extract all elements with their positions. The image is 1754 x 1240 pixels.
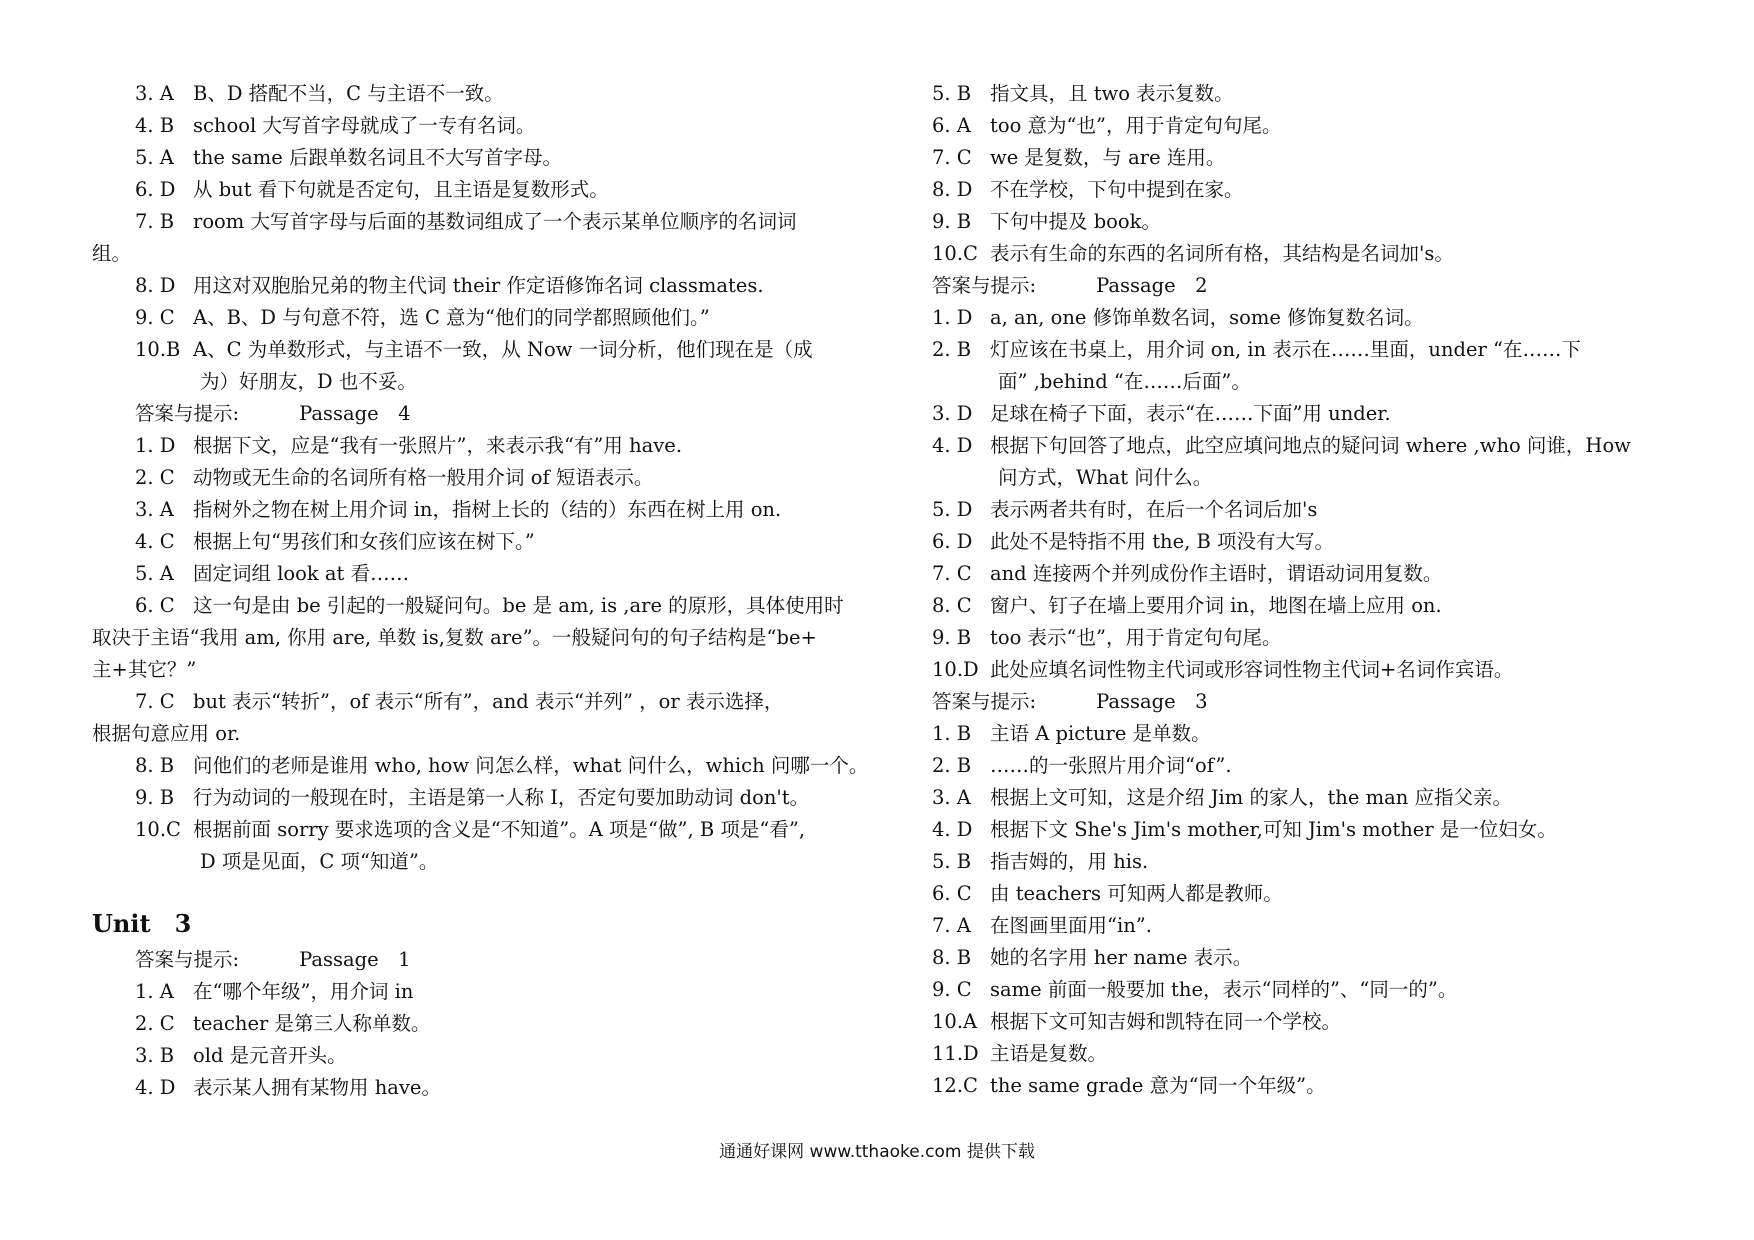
answer-explanation: A、B、D 与句意不符，选 C 意为“他们的同学都照顾他们。” xyxy=(193,306,710,329)
answer-explanation: too 意为“也”，用于肯定句句尾。 xyxy=(990,114,1282,137)
answer-explanation: 灯应该在书桌上，用介词 on, in 表示在……里面，under “在……下 xyxy=(990,338,1582,361)
answer-item xyxy=(92,976,842,1008)
answer-number: 4. D xyxy=(932,818,973,841)
answer-continuation: 组。 xyxy=(92,242,132,265)
answer-item xyxy=(932,206,1632,238)
answer-item xyxy=(92,174,842,206)
answer-item xyxy=(932,1006,1632,1038)
answer-explanation: room 大写首字母与后面的基数词组成了一个表示某单位顺序的名词词 xyxy=(193,210,797,233)
answer-continuation: 主+其它？” xyxy=(92,658,197,681)
answer-explanation: 足球在椅子下面，表示“在……下面”用 under. xyxy=(990,402,1391,425)
answer-number: 3. D xyxy=(932,402,973,425)
answer-item xyxy=(932,590,1632,622)
answer-number: 10.C xyxy=(932,242,978,265)
answer-explanation: and 连接两个并列成份作主语时，谓语动词用复数。 xyxy=(990,562,1443,585)
answer-continuation: 面” ,behind “在……后面”。 xyxy=(998,370,1251,393)
answer-number: 9. C xyxy=(135,306,175,329)
answer-item xyxy=(932,910,1632,942)
answer-number: 8. B xyxy=(932,946,972,969)
left-column xyxy=(92,78,869,1104)
answer-item xyxy=(92,334,842,366)
answer-explanation: too 表示“也”，用于肯定句句尾。 xyxy=(990,626,1282,649)
answer-number: 8. B xyxy=(135,754,175,777)
answer-number: 3. A xyxy=(932,786,971,809)
answer-explanation: 表示某人拥有某物用 have。 xyxy=(193,1076,441,1099)
answer-number: 9. B xyxy=(932,626,972,649)
answer-explanation: 固定词组 look at 看…… xyxy=(193,562,410,585)
answer-item xyxy=(932,718,1632,750)
passage-title: Passage 2 xyxy=(1096,274,1208,297)
answer-explanation: ……的一张照片用介词“of”. xyxy=(990,754,1232,777)
answer-hint-label: 答案与提示: xyxy=(932,690,1037,713)
answer-explanation: 表示两者共有时，在后一个名词后加's xyxy=(990,498,1318,521)
answer-number: 7. C xyxy=(135,690,175,713)
answer-number: 11.D xyxy=(932,1042,979,1065)
answer-number: 6. C xyxy=(135,594,175,617)
answer-item xyxy=(932,846,1632,878)
answer-item xyxy=(932,110,1632,142)
answer-explanation: 这一句是由 be 引起的一般疑问句。be 是 am, is ,are 的原形，具体使用时 xyxy=(193,594,844,617)
answer-explanation: 根据下句回答了地点，此空应填问地点的疑问词 where ,who 问谁，How xyxy=(990,434,1631,457)
answer-number: 4. B xyxy=(135,114,175,137)
answer-item xyxy=(92,206,842,238)
passage-title: Passage 3 xyxy=(1096,690,1208,713)
answer-number: 6. D xyxy=(135,178,176,201)
answer-item xyxy=(932,334,1632,366)
answer-number: 2. C xyxy=(135,1012,175,1035)
answer-number: 2. B xyxy=(932,338,972,361)
page-footer: 通通好课网 www.tthaoke.com 提供下载 xyxy=(719,1142,1035,1162)
answer-explanation: 主语是复数。 xyxy=(990,1042,1108,1065)
answer-number: 9. B xyxy=(932,210,972,233)
answer-number: 5. B xyxy=(932,82,972,105)
answer-number: 1. D xyxy=(932,306,973,329)
answer-explanation: school 大写首字母就成了一专有名词。 xyxy=(193,114,536,137)
answer-item xyxy=(92,750,869,782)
answer-item xyxy=(92,814,842,846)
answer-item xyxy=(92,494,842,526)
answer-item xyxy=(92,782,842,814)
answer-explanation: B、D 搭配不当，C 与主语不一致。 xyxy=(193,82,504,105)
passage-title: Passage 4 xyxy=(299,402,411,425)
answer-item xyxy=(932,526,1632,558)
answer-number: 10.D xyxy=(932,658,979,681)
answer-number: 8. C xyxy=(932,594,972,617)
passage-title: Passage 1 xyxy=(299,948,411,971)
answer-hint-label: 答案与提示: xyxy=(135,948,240,971)
answer-explanation: 表示有生命的东西的名词所有格，其结构是名词加's。 xyxy=(990,242,1454,265)
answer-item xyxy=(932,238,1632,270)
answer-explanation: 行为动词的一般现在时，主语是第一人称 I，否定句要加助动词 don't。 xyxy=(193,786,810,809)
passage-header xyxy=(932,270,1632,302)
answer-number: 4. C xyxy=(135,530,175,553)
answer-number: 1. D xyxy=(135,434,176,457)
answer-explanation: 动物或无生命的名词所有格一般用介词 of 短语表示。 xyxy=(193,466,654,489)
answer-explanation: 窗户、钉子在墙上要用介词 in，地图在墙上应用 on. xyxy=(990,594,1442,617)
answer-hint-label: 答案与提示: xyxy=(135,402,240,425)
answer-item xyxy=(932,654,1632,686)
answer-item xyxy=(92,78,842,110)
answer-number: 2. B xyxy=(932,754,972,777)
answer-number: 7. B xyxy=(135,210,175,233)
answer-item xyxy=(92,1072,842,1104)
passage-header xyxy=(92,944,842,976)
answer-number: 4. D xyxy=(135,1076,176,1099)
answer-number: 5. B xyxy=(932,850,972,873)
answer-number: 3. A xyxy=(135,498,174,521)
answer-explanation: 根据上文可知，这是介绍 Jim 的家人，the man 应指父亲。 xyxy=(990,786,1512,809)
answer-number: 2. C xyxy=(135,466,175,489)
answer-item xyxy=(932,814,1632,846)
answer-explanation: 根据上句“男孩们和女孩们应该在树下。” xyxy=(193,530,535,553)
answer-number: 9. B xyxy=(135,786,175,809)
answer-item xyxy=(92,558,842,590)
answer-item xyxy=(92,526,842,558)
answer-number: 10.A xyxy=(932,1010,978,1033)
passage-header xyxy=(932,686,1632,718)
answer-item xyxy=(932,142,1632,174)
answer-explanation: 根据下文，应是“我有一张照片”，来表示我“有”用 have. xyxy=(193,434,683,457)
answer-number: 7. A xyxy=(932,914,971,937)
answer-number: 5. A xyxy=(135,146,174,169)
answer-item xyxy=(92,1040,842,1072)
answer-number: 8. D xyxy=(932,178,973,201)
answer-explanation: 问他们的老师是谁用 who, how 问怎么样，what 问什么，which 问哪一个。 xyxy=(193,754,869,777)
answer-item xyxy=(92,142,842,174)
answer-item xyxy=(92,270,842,302)
answer-item xyxy=(932,974,1632,1006)
answer-explanation: the same 后跟单数名词且不大写首字母。 xyxy=(193,146,562,169)
answer-number: 6. A xyxy=(932,114,971,137)
right-column xyxy=(932,78,1632,1102)
answer-item xyxy=(932,878,1632,910)
answer-explanation: 在“哪个年级”，用介词 in xyxy=(193,980,414,1003)
answer-number: 9. C xyxy=(932,978,972,1001)
answer-item xyxy=(92,430,842,462)
answer-continuation: 问方式，What 问什么。 xyxy=(998,466,1213,489)
answer-explanation: but 表示“转折”，of 表示“所有”，and 表示“并列” ，or 表示选择， xyxy=(193,690,784,713)
answer-explanation: 从 but 看下句就是否定句，且主语是复数形式。 xyxy=(193,178,609,201)
answer-explanation: 由 teachers 可知两人都是教师。 xyxy=(990,882,1283,905)
answer-number: 5. A xyxy=(135,562,174,585)
answer-item xyxy=(92,1008,842,1040)
unit-heading: Unit 3 xyxy=(92,909,192,938)
answer-item xyxy=(932,558,1632,590)
answer-number: 7. C xyxy=(932,562,972,585)
answer-item xyxy=(932,622,1632,654)
answer-number: 10.C xyxy=(135,818,181,841)
answer-item xyxy=(92,686,842,718)
answer-item xyxy=(932,398,1632,430)
answer-explanation: 在图画里面用“in”. xyxy=(990,914,1152,937)
answer-item xyxy=(932,1038,1632,1070)
answer-item xyxy=(92,110,842,142)
answer-continuation: 为）好朋友，D 也不妥。 xyxy=(200,370,417,393)
answer-number: 3. B xyxy=(135,1044,175,1067)
answer-explanation: 指文具，且 two 表示复数。 xyxy=(990,82,1234,105)
answer-explanation: 此处不是特指不用 the, B 项没有大写。 xyxy=(990,530,1335,553)
passage-header xyxy=(92,398,842,430)
answer-item xyxy=(932,1070,1632,1102)
answer-item xyxy=(932,78,1632,110)
answer-item xyxy=(932,494,1632,526)
answer-number: 12.C xyxy=(932,1074,978,1097)
answer-item xyxy=(92,590,842,622)
answer-explanation: 不在学校，下句中提到在家。 xyxy=(990,178,1244,201)
answer-continuation: D 项是见面，C 项“知道”。 xyxy=(200,850,439,873)
answer-explanation: 指树外之物在树上用介词 in，指树上长的（结的）东西在树上用 on. xyxy=(193,498,782,521)
answer-explanation: old 是元音开头。 xyxy=(193,1044,347,1067)
answer-explanation: 她的名字用 her name 表示。 xyxy=(990,946,1253,969)
answer-number: 1. A xyxy=(135,980,174,1003)
answer-explanation: 主语 A picture 是单数。 xyxy=(990,722,1211,745)
answer-explanation: the same grade 意为“同一个年级”。 xyxy=(990,1074,1326,1097)
answer-number: 3. A xyxy=(135,82,174,105)
answer-number: 6. D xyxy=(932,530,973,553)
answer-hint-label: 答案与提示: xyxy=(932,274,1037,297)
answer-number: 1. B xyxy=(932,722,972,745)
answer-item xyxy=(92,462,842,494)
answer-item xyxy=(932,174,1632,206)
answer-explanation: we 是复数，与 are 连用。 xyxy=(990,146,1226,169)
answer-number: 7. C xyxy=(932,146,972,169)
answer-explanation: teacher 是第三人称单数。 xyxy=(193,1012,431,1035)
answer-explanation: 指吉姆的，用 his. xyxy=(990,850,1149,873)
answer-explanation: same 前面一般要加 the，表示“同样的”、“同一的”。 xyxy=(990,978,1458,1001)
answer-number: 8. D xyxy=(135,274,176,297)
answer-item xyxy=(932,302,1632,334)
answer-continuation: 根据句意应用 or. xyxy=(92,722,241,745)
answer-continuation: 取决于主语“我用 am, 你用 are, 单数 is,复数 are”。一般疑问句的句子结构是“be+ xyxy=(92,626,817,649)
answer-explanation: 此处应填名词性物主代词或形容词性物主代词+名词作宾语。 xyxy=(990,658,1514,681)
answer-explanation: a, an, one 修饰单数名词，some 修饰复数名词。 xyxy=(990,306,1424,329)
answer-number: 10.B xyxy=(135,338,181,361)
answer-explanation: 用这对双胞胎兄弟的物主代词 their 作定语修饰名词 classmates. xyxy=(193,274,764,297)
answer-number: 6. C xyxy=(932,882,972,905)
answer-explanation: 根据前面 sorry 要求选项的含义是“不知道”。A 项是“做”, B 项是“看”, xyxy=(193,818,806,841)
answer-item xyxy=(932,782,1632,814)
answer-item xyxy=(92,302,842,334)
answer-explanation: A、C 为单数形式，与主语不一致，从 Now 一词分析，他们现在是（成 xyxy=(193,338,813,361)
answer-item xyxy=(932,942,1632,974)
answer-item xyxy=(932,750,1632,782)
answer-item xyxy=(932,430,1632,462)
answer-explanation: 下句中提及 book。 xyxy=(990,210,1161,233)
answer-number: 4. D xyxy=(932,434,973,457)
answer-number: 5. D xyxy=(932,498,973,521)
answer-explanation: 根据下文可知吉姆和凯特在同一个学校。 xyxy=(990,1010,1342,1033)
answer-explanation: 根据下文 She's Jim's mother,可知 Jim's mother 是一位妇女。 xyxy=(990,818,1557,841)
